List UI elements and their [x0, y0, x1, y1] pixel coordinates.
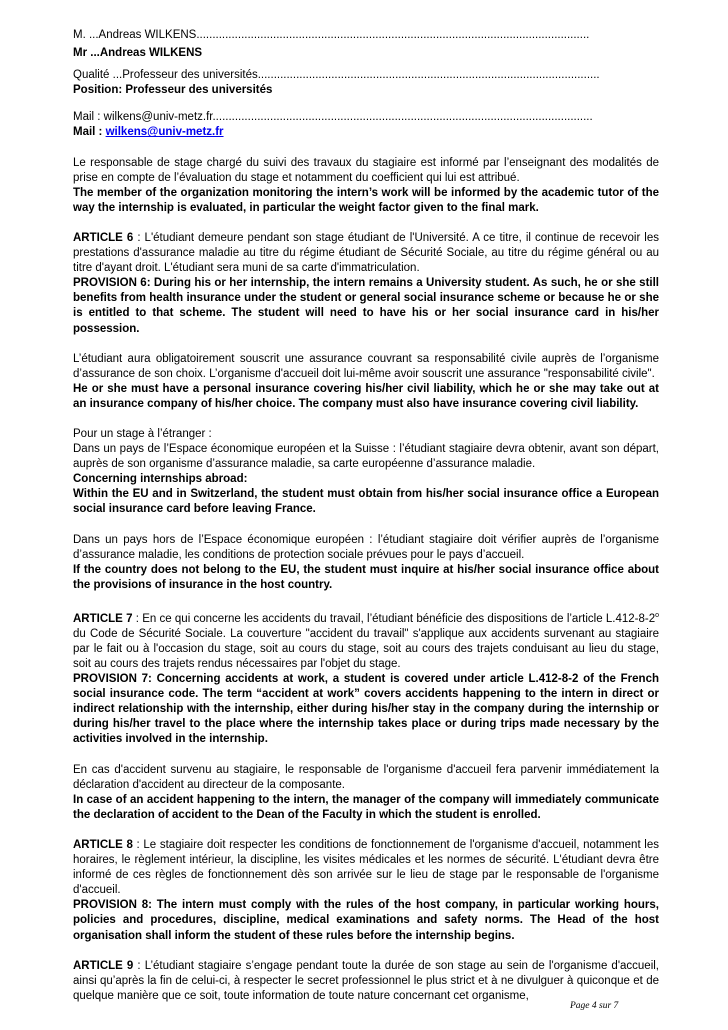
name-line-en: Mr ...Andreas WILKENS	[73, 47, 203, 60]
name-line-fr: M. ...Andreas WILKENS...........................................................................................................................	[73, 29, 590, 41]
abroad-heading-fr: Pour un stage à l’étranger :	[73, 427, 212, 440]
article-6-fr	[73, 231, 659, 276]
article-7-text-b: du Code de Sécurité Sociale. La couverture "accident du travail" s'applique aux accidents survenant au stagiaire par le fait ou à l'occasion du stage, soit au cours du stage, soit au cours des trajets conduisant au lieu du stage, soit au cours des trajets rendus nécessaires par l'objet du stage.	[73, 627, 659, 671]
insurance-paragraph-en: He or she must have a personal insurance covering his/her civil liability, which he or she may take out at an insurance company of his/her choice. The company must also have insurance covering civil liability.	[73, 382, 659, 410]
mail-label: Mail :	[73, 126, 106, 139]
article-7-label: ARTICLE 7	[73, 612, 133, 625]
article-8-fr	[73, 838, 659, 898]
article-9-text: : L’étudiant stagiaire s’engage pendant toute la durée de son stage au sein de l'organisme d'accueil, ainsi qu’après la fin de celui-ci, à respecter le secret professionnel le plus strict et à ne divulguer à quiconque et de quelque manière que ce soit, toute information de toute nature concernant cet organisme,	[73, 959, 660, 1002]
accident-paragraph-en: In case of an accident happening to the intern, the manager of the company will immediately communicate the declaration of accident to the Dean of the Faculty in which the student is enrolled.	[73, 793, 659, 821]
mail-line-en	[73, 125, 659, 140]
position-line-en: Position: Professeur des universités	[73, 84, 273, 97]
accident-paragraph-fr: En cas d'accident survenu au stagiaire, le responsable de l'organisme d'accueil fera parvenir immédiatement la déclaration d'accident au directeur de la composante.	[73, 763, 659, 791]
article-6-text: : L'étudiant demeure pendant son stage étudiant de l'Université. A ce titre, il continue de recevoir les prestations d'assurance maladie au titre du régime étudiant de Sécurité Sociale, au titre du régime général ou au titre d'ayant droit. L'étudiant sera muni de sa carte d'immatriculation.	[73, 231, 660, 275]
mail-link[interactable]: wilkens@univ-metz.fr	[105, 126, 224, 139]
tutor-paragraph-en: The member of the organization monitoring the intern’s work will be informed by the academic tutor of the way the internship is evaluated, in particular the weight factor given to the final mark.	[73, 186, 659, 214]
abroad-paragraph-en: Within the EU and in Switzerland, the student must obtain from his/her social insurance office a European social insurance card before leaving France.	[73, 488, 659, 516]
provision-8-en: PROVISION 8: The intern must comply with the rules of the host company, in particular working hours, policies and procedures, discipline, medical examinations and safety norms. The Head of the host organisation shall inform the student of these rules before the internship begins.	[73, 899, 659, 942]
article-9-label: ARTICLE 9	[73, 959, 134, 972]
insurance-paragraph-fr: L’étudiant aura obligatoirement souscrit une assurance couvrant sa responsabilité civile auprès de l’organisme d’assurance de son choix. L’organisme d'accueil doit lui-même avoir souscrit une assurance "responsabilité civile".	[73, 352, 659, 380]
non-eu-paragraph-en: If the country does not belong to the EU, the student must inquire at his/her social insurance office about the provisions of insurance in the host country.	[73, 563, 659, 591]
article-7-fr	[73, 608, 659, 672]
article-6-label: ARTICLE 6	[73, 231, 134, 244]
non-eu-paragraph-fr: Dans un pays hors de l’Espace économique européen : l’étudiant stagiaire doit vérifier auprès de l’organisme d’assurance maladie, les conditions de protection sociale prévues pour le pays d’accueil.	[73, 533, 659, 561]
qualite-line-fr: Qualité ...Professeur des universités...........................................................................................................	[73, 69, 600, 82]
article-7-superscript: o	[655, 611, 659, 619]
article-9-fr	[73, 959, 659, 1004]
provision-6-en: PROVISION 6: During his or her internship, the intern remains a University student. As such, he or she still benefits from health insurance under the student or general social insurance scheme or because he or she is entitled to that scheme. The student will need to have his or her social insurance card in his/her possession.	[73, 277, 659, 335]
mail-line-fr: Mail : wilkens@univ-metz.fr.......................................................................................................................	[73, 111, 593, 124]
article-7-text-a: : En ce qui concerne les accidents du travail, l’étudiant bénéficie des dispositions de l’article L.412-8-2	[132, 612, 656, 625]
article-8-label: ARTICLE 8	[73, 838, 133, 851]
tutor-paragraph-fr: Le responsable de stage chargé du suivi des travaux du stagiaire est informé par l’enseignant des modalités de prise en compte de l’évaluation du stage et notamment du coefficient qui lui est attribué.	[73, 156, 659, 184]
abroad-heading-en: Concerning internships abroad:	[73, 473, 248, 486]
page-number: Page 4 sur 7	[570, 1001, 619, 1011]
article-8-text: : Le stagiaire doit respecter les conditions de fonctionnement de l'organisme d'accueil, notamment les horaires, le règlement intérieur, la discipline, les visites médicales et les normes de sécurité. L'étudiant devra être informé de ces règles de fonctionnement dès son arrivée sur le lieu de stage par le responsable de l'organisme d'accueil.	[73, 838, 660, 897]
provision-7-en: PROVISION 7: Concerning accidents at work, a student is covered under article L.412-8-2 of the French social insurance code. The term “accident at work” covers accidents happening to the intern in direct or indirect relationship with the internship, either during his/her stay in the company during the internship or during his/her travel to the place where the internship takes place or during trips made necessary by the activities involved in the internship.	[73, 673, 659, 746]
document-page	[73, 28, 659, 1004]
abroad-paragraph-fr: Dans un pays de l’Espace économique européen et la Suisse : l’étudiant stagiaire devra obtenir, avant son départ, auprès de son organisme d’assurance maladie, sa carte européenne d’assurance maladie.	[73, 443, 659, 471]
